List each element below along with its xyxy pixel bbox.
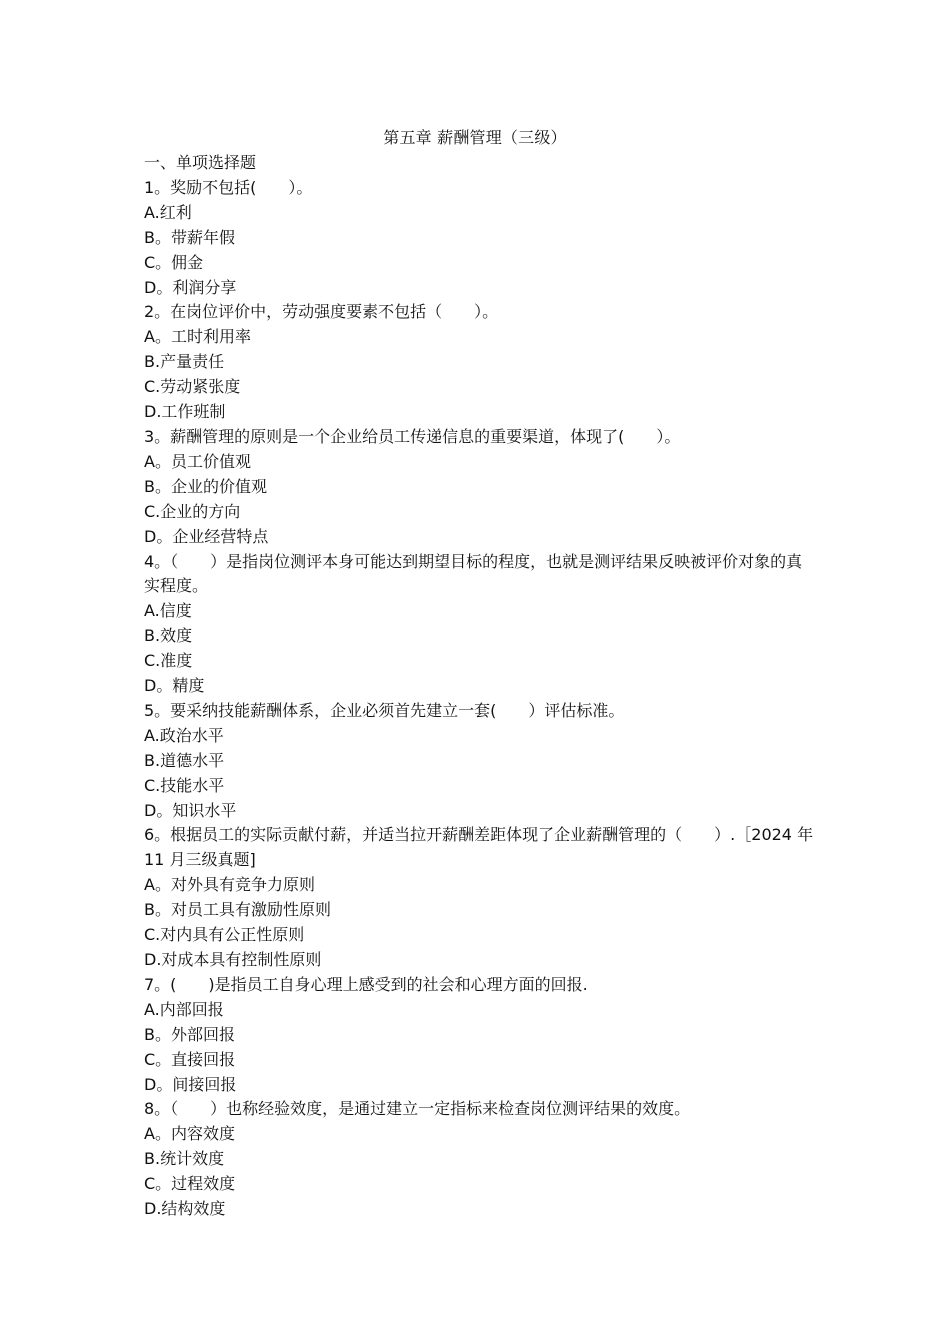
question-option: A。员工价值观 — [144, 451, 251, 471]
question-option: A.政治水平 — [144, 725, 224, 745]
question-option: C.技能水平 — [144, 775, 225, 795]
question-option: C。佣金 — [144, 252, 204, 272]
question-option: B.产量责任 — [144, 352, 225, 372]
question-option: C.劳动紧张度 — [144, 377, 241, 397]
question-option: A.内部回报 — [144, 999, 224, 1019]
question-option: C.对内具有公正性原则 — [144, 925, 305, 945]
question-stem: 8。（ ）也称经验效度，是通过建立一定指标来检查岗位测评结果的效度。 — [144, 1099, 691, 1119]
question-stem: 5。要采纳技能薪酬体系，企业必须首先建立一套( ）评估标准。 — [144, 700, 625, 720]
question-option: D。企业经营特点 — [144, 526, 269, 546]
question-option: A。内容效度 — [144, 1124, 235, 1144]
question-option: D。精度 — [144, 676, 205, 696]
question-stem: 6。根据员工的实际贡献付薪，并适当拉开薪酬差距体现了企业薪酬管理的（ ）.［2024 年 11 月三级真题] — [144, 825, 819, 870]
question-option: C。过程效度 — [144, 1174, 236, 1194]
question-option: D.工作班制 — [144, 402, 226, 422]
question-option: C.准度 — [144, 651, 193, 671]
question-option: B。带薪年假 — [144, 227, 235, 247]
question-option: D。间接回报 — [144, 1074, 237, 1094]
document-body — [144, 151, 819, 1222]
question-option: A。对外具有竞争力原则 — [144, 875, 315, 895]
question-option: A.信度 — [144, 601, 192, 621]
question-option: D。利润分享 — [144, 277, 237, 297]
question-option: D.对成本具有控制性原则 — [144, 950, 322, 969]
question-option: A.红利 — [144, 202, 192, 222]
question-stem: 4。（ ）是指岗位测评本身可能达到期望目标的程度，也就是测评结果反映被评价对象的真实程度。 — [144, 551, 803, 596]
question-option: D。知识水平 — [144, 800, 237, 820]
question-stem: 7。( )是指员工自身心理上感受到的社会和心理方面的回报. — [144, 974, 588, 994]
question-option: B。企业的价值观 — [144, 476, 267, 496]
question-option: B。外部回报 — [144, 1024, 235, 1044]
question-stem: 2。在岗位评价中，劳动强度要素不包括（ ）。 — [144, 302, 499, 322]
question-option: B.统计效度 — [144, 1149, 225, 1169]
question-option: B.道德水平 — [144, 750, 225, 770]
chapter-title: 第五章 薪酬管理（三级） — [383, 128, 567, 147]
question-option: D.结构效度 — [144, 1199, 226, 1219]
question-option: B。对员工具有激励性原则 — [144, 900, 331, 920]
question-option: C.企业的方向 — [144, 501, 241, 521]
question-option: A。工时利用率 — [144, 327, 251, 347]
question-stem: 1。奖励不包括( ）。 — [144, 177, 313, 197]
question-stem: 3。薪酬管理的原则是一个企业给员工传递信息的重要渠道，体现了( ）。 — [144, 426, 681, 446]
question-option: B.效度 — [144, 626, 193, 646]
section-heading: 一、单项选择题 — [144, 153, 257, 172]
question-option: C。直接回报 — [144, 1049, 236, 1069]
